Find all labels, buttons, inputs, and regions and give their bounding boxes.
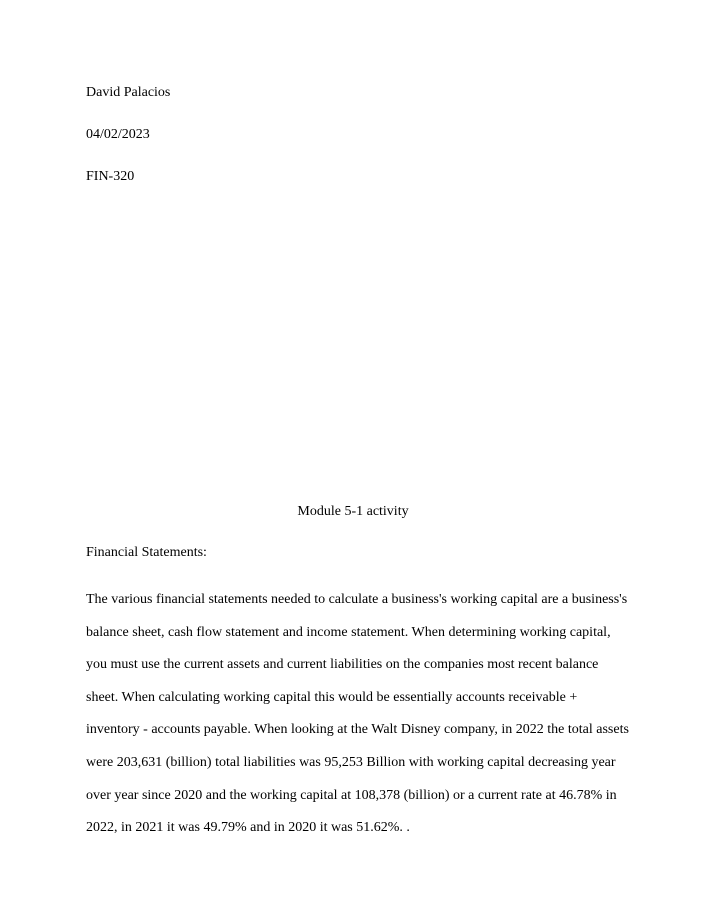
paragraph-line: sheet. When calculating working capital this would be essentially accounts receivable + [86,689,578,705]
section-heading: Financial Statements: [86,545,207,560]
paragraph-line: were 203,631 (billion) total liabilities was 95,253 Billion with working capital decreasing year [86,754,616,770]
paragraph-line: inventory - accounts payable. When looking at the Walt Disney company, in 2022 the total assets [86,722,629,738]
paragraph-line: you must use the current assets and current liabilities on the companies most recent balance [86,657,599,673]
paragraph-line: over year since 2020 and the working capital at 108,378 (billion) or a current rate at 46.78% in [86,787,617,803]
paragraph-line: The various financial statements needed to calculate a business's working capital are a business's [86,592,628,607]
paragraph-line: balance sheet, cash flow statement and income statement. When determining working capital, [86,624,611,640]
author-name: David Palacios [86,85,171,100]
paragraph-line: 2022, in 2021 it was 49.79% and in 2020 it was 51.62%. . [86,820,410,836]
document-title: Module 5-1 activity [297,504,409,519]
document-date: 04/02/2023 [86,127,150,142]
body-paragraph [86,584,642,845]
course-code: FIN-320 [86,169,135,184]
